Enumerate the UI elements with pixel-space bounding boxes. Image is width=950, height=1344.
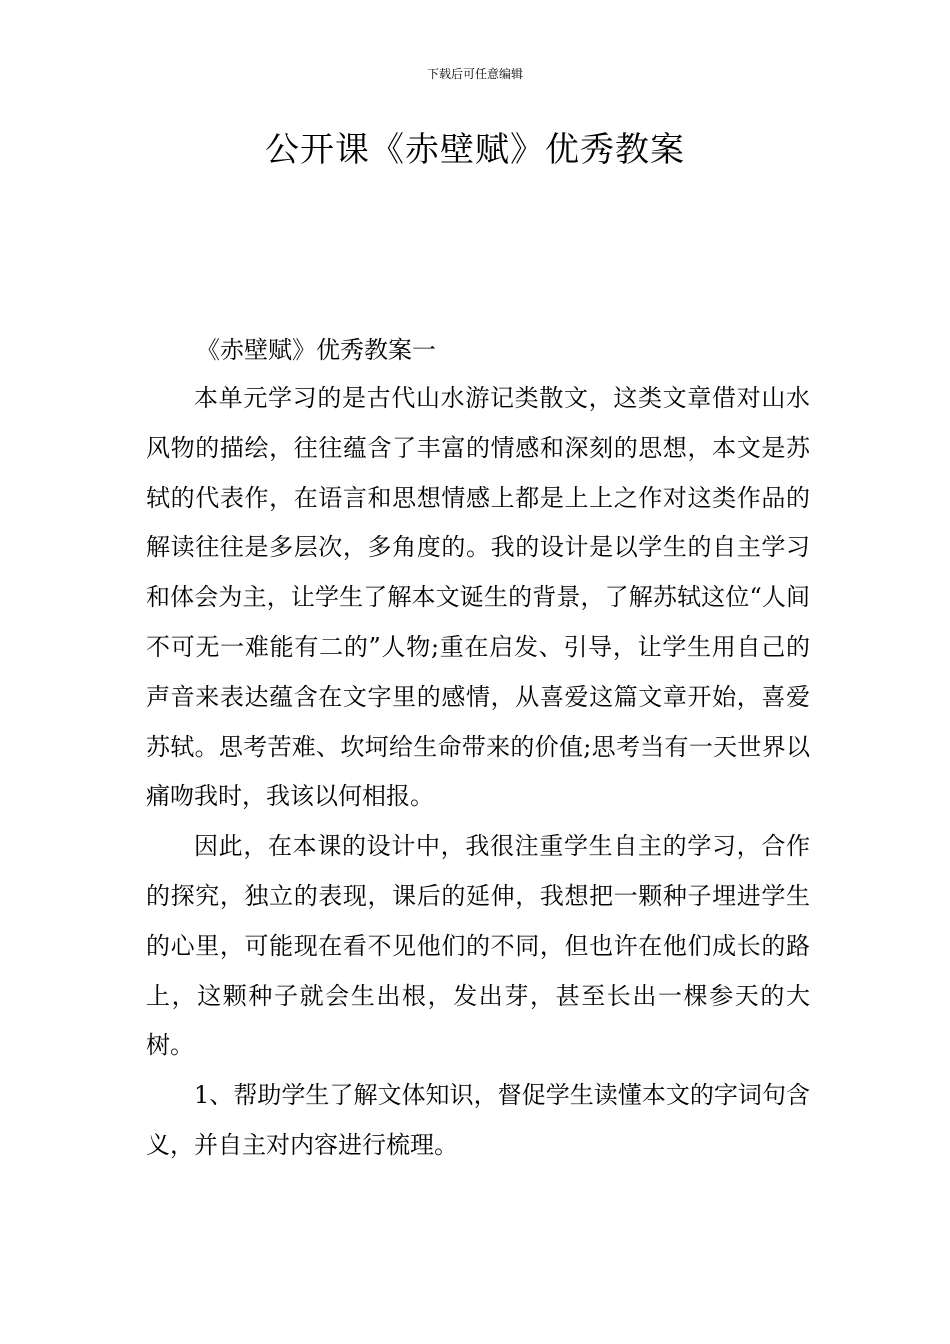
- paragraph-goal-1: 1、帮助学生了解文体知识，督促学生读懂本文的字词句含义，并自主对内容进行梳理。: [146, 1081, 810, 1159]
- paragraph-design: 因此，在本课的设计中，我很注重学生自主的学习，合作的探究，独立的表现，课后的延伸，我想把一颗种子埋进学生的心里，可能现在看不见他们的不同，但也许在他们成长的路上，这颗种子就会生出根，发出芽，甚至长出一棵参天的大树。: [146, 832, 810, 1060]
- document-title: 公开课《赤壁赋》优秀教案: [265, 130, 685, 170]
- header-note: 下载后可任意编辑: [426, 67, 523, 81]
- section-heading: 《赤壁赋》优秀教案一: [196, 336, 436, 364]
- paragraph-intro: 本单元学习的是古代山水游记类散文，这类文章借对山水风物的描绘，往往蕴含了丰富的情感和深刻的思想，本文是苏轼的代表作，在语言和思想情感上都是上上之作对这类作品的解读往往是多层次，多角度的。我的设计是以学生的自主学习和体会为主，让学生了解本文诞生的背景，了解苏轼这位“人间不可无一难能有二的”人物;重在启发、引导，让学生用自己的声音来表达蕴含在文字里的感情，从喜爱这篇文章开始，喜爱苏轼。思考苦难、坎坷给生命带来的价值;思考当有一天世界以痛吻我时，我该以何相报。: [146, 384, 810, 811]
- document-body: [146, 374, 810, 1171]
